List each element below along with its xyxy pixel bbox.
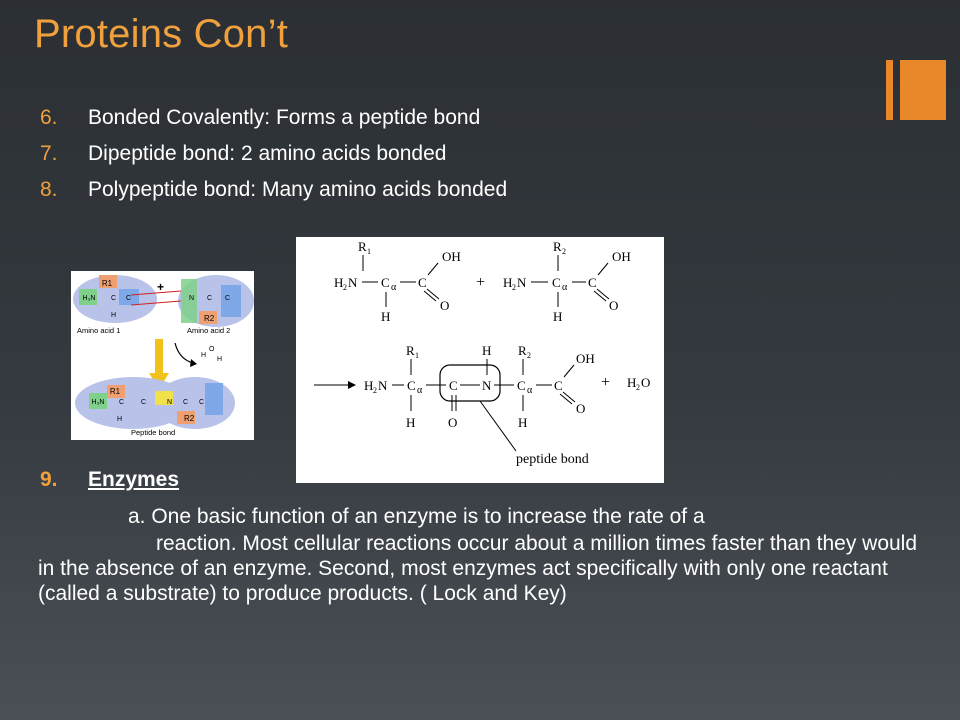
- svg-text:H: H: [111, 312, 117, 319]
- list-text: Dipeptide bond: 2 amino acids bonded: [88, 142, 447, 165]
- list-number: 8.: [40, 178, 58, 201]
- enzymes-paragraph: [38, 504, 928, 606]
- list-text: Bonded Covalently: Forms a peptide bond: [88, 106, 481, 129]
- svg-text:H₃N: H₃N: [91, 399, 105, 406]
- svg-text:C: C: [207, 295, 213, 302]
- enzymes-line-1: a. One basic function of an enzyme is to increase the rate of a: [128, 505, 705, 528]
- svg-text:R1: R1: [109, 387, 121, 396]
- svg-text:H: H: [381, 309, 391, 324]
- svg-text:OH: OH: [442, 249, 461, 264]
- svg-text:H: H: [334, 275, 344, 290]
- list-number: 6.: [40, 106, 58, 129]
- svg-text:2: 2: [527, 351, 531, 360]
- svg-text:N: N: [482, 378, 492, 393]
- list-number: 9.: [40, 468, 58, 491]
- decorative-bar-thin: [886, 60, 893, 120]
- svg-text:α: α: [417, 385, 423, 396]
- svg-text:H: H: [406, 415, 416, 430]
- list-item: [40, 172, 507, 208]
- slide-title: Proteins Con’t: [34, 12, 289, 56]
- svg-text:α: α: [391, 282, 397, 293]
- svg-text:OH: OH: [612, 249, 631, 264]
- svg-text:1: 1: [415, 351, 419, 360]
- svg-text:R1: R1: [101, 279, 113, 288]
- svg-text:R: R: [406, 343, 415, 358]
- list-item: [40, 136, 507, 172]
- svg-text:C: C: [588, 275, 597, 290]
- svg-text:2: 2: [512, 283, 516, 292]
- list-text: Polypeptide bond: Many amino acids bonded: [88, 178, 508, 201]
- svg-text:R: R: [553, 239, 562, 254]
- svg-text:H: H: [201, 352, 207, 359]
- peptide-bond-formula: [296, 237, 664, 483]
- svg-text:C: C: [381, 275, 390, 290]
- svg-text:O: O: [209, 346, 215, 353]
- svg-text:H: H: [553, 309, 563, 324]
- svg-text:C: C: [449, 378, 458, 393]
- svg-text:H: H: [117, 416, 123, 423]
- svg-text:N: N: [348, 275, 358, 290]
- svg-text:H: H: [627, 375, 637, 390]
- enzymes-title: Enzymes: [88, 468, 180, 491]
- svg-text:C: C: [418, 275, 427, 290]
- label-peptide-bond-formula: peptide bond: [516, 452, 589, 467]
- svg-text:N: N: [517, 275, 527, 290]
- numbered-list: [40, 100, 507, 208]
- svg-text:R2: R2: [204, 314, 215, 323]
- svg-text:H: H: [503, 275, 513, 290]
- svg-text:R: R: [518, 343, 527, 358]
- svg-text:C: C: [225, 295, 231, 302]
- list-item: [40, 100, 507, 136]
- svg-text:+: +: [476, 274, 486, 291]
- decorative-bar-thick: [900, 60, 946, 120]
- svg-text:R: R: [358, 239, 367, 254]
- svg-text:H₃N: H₃N: [82, 295, 96, 302]
- svg-text:N: N: [189, 295, 195, 302]
- enzymes-heading: [40, 468, 179, 492]
- list-number: 7.: [40, 142, 58, 165]
- label-amino-acid-2: Amino acid 2: [187, 326, 231, 335]
- svg-text:C: C: [199, 399, 205, 406]
- svg-text:α: α: [562, 282, 568, 293]
- svg-text:R2: R2: [184, 414, 195, 423]
- svg-text:C: C: [126, 295, 132, 302]
- svg-text:O: O: [576, 401, 586, 416]
- svg-text:O: O: [609, 298, 619, 313]
- svg-text:2: 2: [343, 283, 347, 292]
- svg-text:C: C: [119, 399, 125, 406]
- svg-text:C: C: [407, 378, 416, 393]
- svg-text:O: O: [440, 298, 450, 313]
- svg-text:2: 2: [562, 247, 566, 256]
- svg-text:C: C: [554, 378, 563, 393]
- svg-text:H: H: [217, 356, 223, 363]
- svg-text:O: O: [641, 375, 651, 390]
- svg-text:2: 2: [636, 383, 640, 392]
- svg-text:C: C: [517, 378, 526, 393]
- svg-text:N: N: [378, 378, 388, 393]
- amino-acid-diagram: [71, 271, 254, 440]
- plus-sign: +: [157, 280, 165, 294]
- svg-text:α: α: [527, 385, 533, 396]
- svg-text:C: C: [183, 399, 189, 406]
- svg-text:2: 2: [373, 386, 377, 395]
- svg-text:O: O: [448, 415, 458, 430]
- label-peptide-bond: Peptide bond: [131, 428, 176, 437]
- svg-text:N: N: [167, 399, 173, 406]
- svg-text:H: H: [482, 343, 492, 358]
- svg-text:C: C: [111, 295, 117, 302]
- label-amino-acid-1: Amino acid 1: [77, 326, 121, 335]
- svg-text:C: C: [552, 275, 561, 290]
- svg-text:H: H: [364, 378, 374, 393]
- svg-text:1: 1: [367, 247, 371, 256]
- svg-text:OH: OH: [576, 351, 595, 366]
- svg-text:C: C: [141, 399, 147, 406]
- svg-text:+: +: [601, 374, 611, 391]
- svg-text:H: H: [518, 415, 528, 430]
- enzymes-body: reaction. Most cellular reactions occur about a million times faster than they would in the absence of an enzyme. Second, most enzymes act specifically with only one reactant (called a substrate) to produce products. ( Lock and Key): [38, 532, 918, 605]
